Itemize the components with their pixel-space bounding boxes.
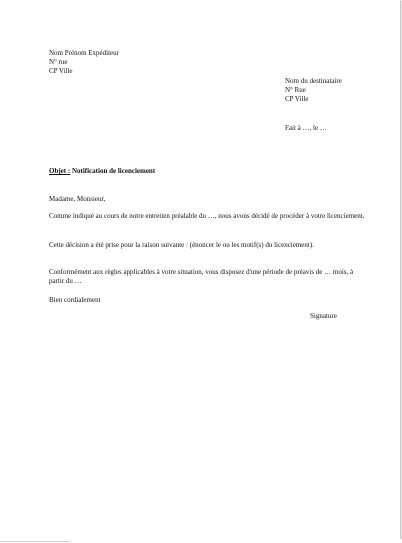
subject-line [49,167,155,176]
body-paragraph-notice: Conformément aux règles applicables à votre situation, vous disposez d'une période de préavis de … mois, à partir du … [49,268,354,285]
recipient-street: N° Rue [285,86,306,94]
sender-address [49,49,119,76]
closing-formula: Bien cordialement [49,296,101,304]
subject-label: Objet : [49,167,71,175]
recipient-city: CP Ville [285,95,309,103]
signature-label: Signature [310,312,337,320]
place-and-date: Fait à …, le … [285,124,327,132]
salutation: Madame, Monsieur, [49,195,106,203]
sender-city: CP Ville [49,67,73,75]
body-paragraph-interview: Comme indiqué au cours de notre entretien préalable du …, nous avons décidé de procéder à votre licenciement. [49,212,365,220]
status-divider [0,541,70,542]
recipient-name: Nom du destinataire [285,77,342,85]
sender-street: N° rue [49,58,68,66]
subject-text: Notification de licenciement [70,167,156,175]
sender-name: Nom Prénom Expéditeur [49,49,119,57]
body-paragraph-reason: Cette décision a été prise pour la raison suivante : (énoncer le ou les motif(s) du licenciement). [49,241,314,249]
recipient-address [285,77,342,104]
